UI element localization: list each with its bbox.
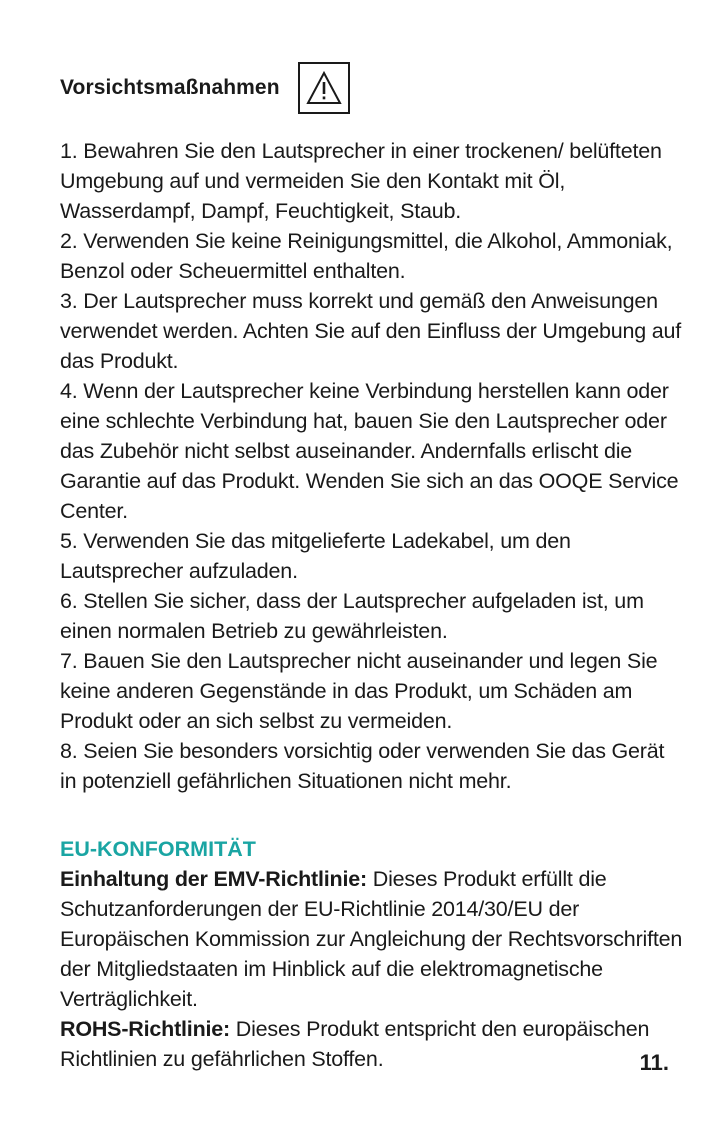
precautions-list — [60, 136, 685, 796]
precaution-item-8: 8. Seien Sie besonders vorsichtig oder verwenden Sie das Gerät in potenziell gefährlichen Situationen nicht mehr. — [60, 739, 665, 793]
rohs-label: ROHS-Richtlinie: — [60, 1017, 230, 1041]
precaution-item-1: 1. Bewahren Sie den Lautsprecher in einer trockenen/ belüfteten Umgebung auf und vermeiden Sie den Kontakt mit Öl, Wasserdampf, Dampf, Feuchtigkeit, Staub. — [60, 139, 662, 223]
eu-conformity-section — [60, 834, 685, 1074]
eu-conformity-heading: EU-KONFORMITÄT — [60, 837, 256, 861]
emv-paragraph — [60, 864, 685, 1014]
precaution-item-5: 5. Verwenden Sie das mitgelieferte Ladekabel, um den Lautsprecher aufzuladen. — [60, 529, 571, 583]
emv-text: Dieses Produkt erfüllt die Schutzanforderungen der EU-Richtlinie 2014/30/EU der Europäischen Kommission zur Angleichung der Rechtsvorschriften der Mitgliedstaaten im Hinblick auf die elektromagnetische Verträglichkeit. — [60, 867, 683, 1011]
warning-triangle-icon — [298, 62, 350, 114]
precaution-item-6: 6. Stellen Sie sicher, dass der Lautsprecher aufgeladen ist, um einen normalen Betrieb zu gewährleisten. — [60, 589, 644, 643]
manual-page — [60, 60, 685, 1074]
page-number: 11. — [639, 1050, 669, 1075]
precautions-title: Vorsichtsmaßnahmen — [60, 76, 280, 99]
precaution-item-4: 4. Wenn der Lautsprecher keine Verbindung herstellen kann oder eine schlechte Verbindung hat, bauen Sie den Lautsprecher oder das Zubehör nicht selbst auseinander. Andernfalls erlischt die Garantie auf das Produkt. Wenden Sie sich an das OOQE Service Center. — [60, 379, 679, 523]
precaution-item-2: 2. Verwenden Sie keine Reinigungsmittel, die Alkohol, Ammoniak, Benzol oder Scheuermittel enthalten. — [60, 229, 673, 283]
rohs-text: Dieses Produkt entspricht den europäischen Richtlinien zu gefährlichen Stoffen. — [60, 1017, 650, 1071]
precautions-header — [60, 60, 685, 116]
precaution-item-7: 7. Bauen Sie den Lautsprecher nicht auseinander und legen Sie keine anderen Gegenstände in das Produkt, um Schäden am Produkt oder an sich selbst zu vermeiden. — [60, 649, 658, 733]
precaution-item-3: 3. Der Lautsprecher muss korrekt und gemäß den Anweisungen verwendet werden. Achten Sie auf den Einfluss der Umgebung auf das Produkt. — [60, 289, 682, 373]
emv-label: Einhaltung der EMV-Richtlinie: — [60, 867, 367, 891]
rohs-paragraph — [60, 1014, 685, 1074]
